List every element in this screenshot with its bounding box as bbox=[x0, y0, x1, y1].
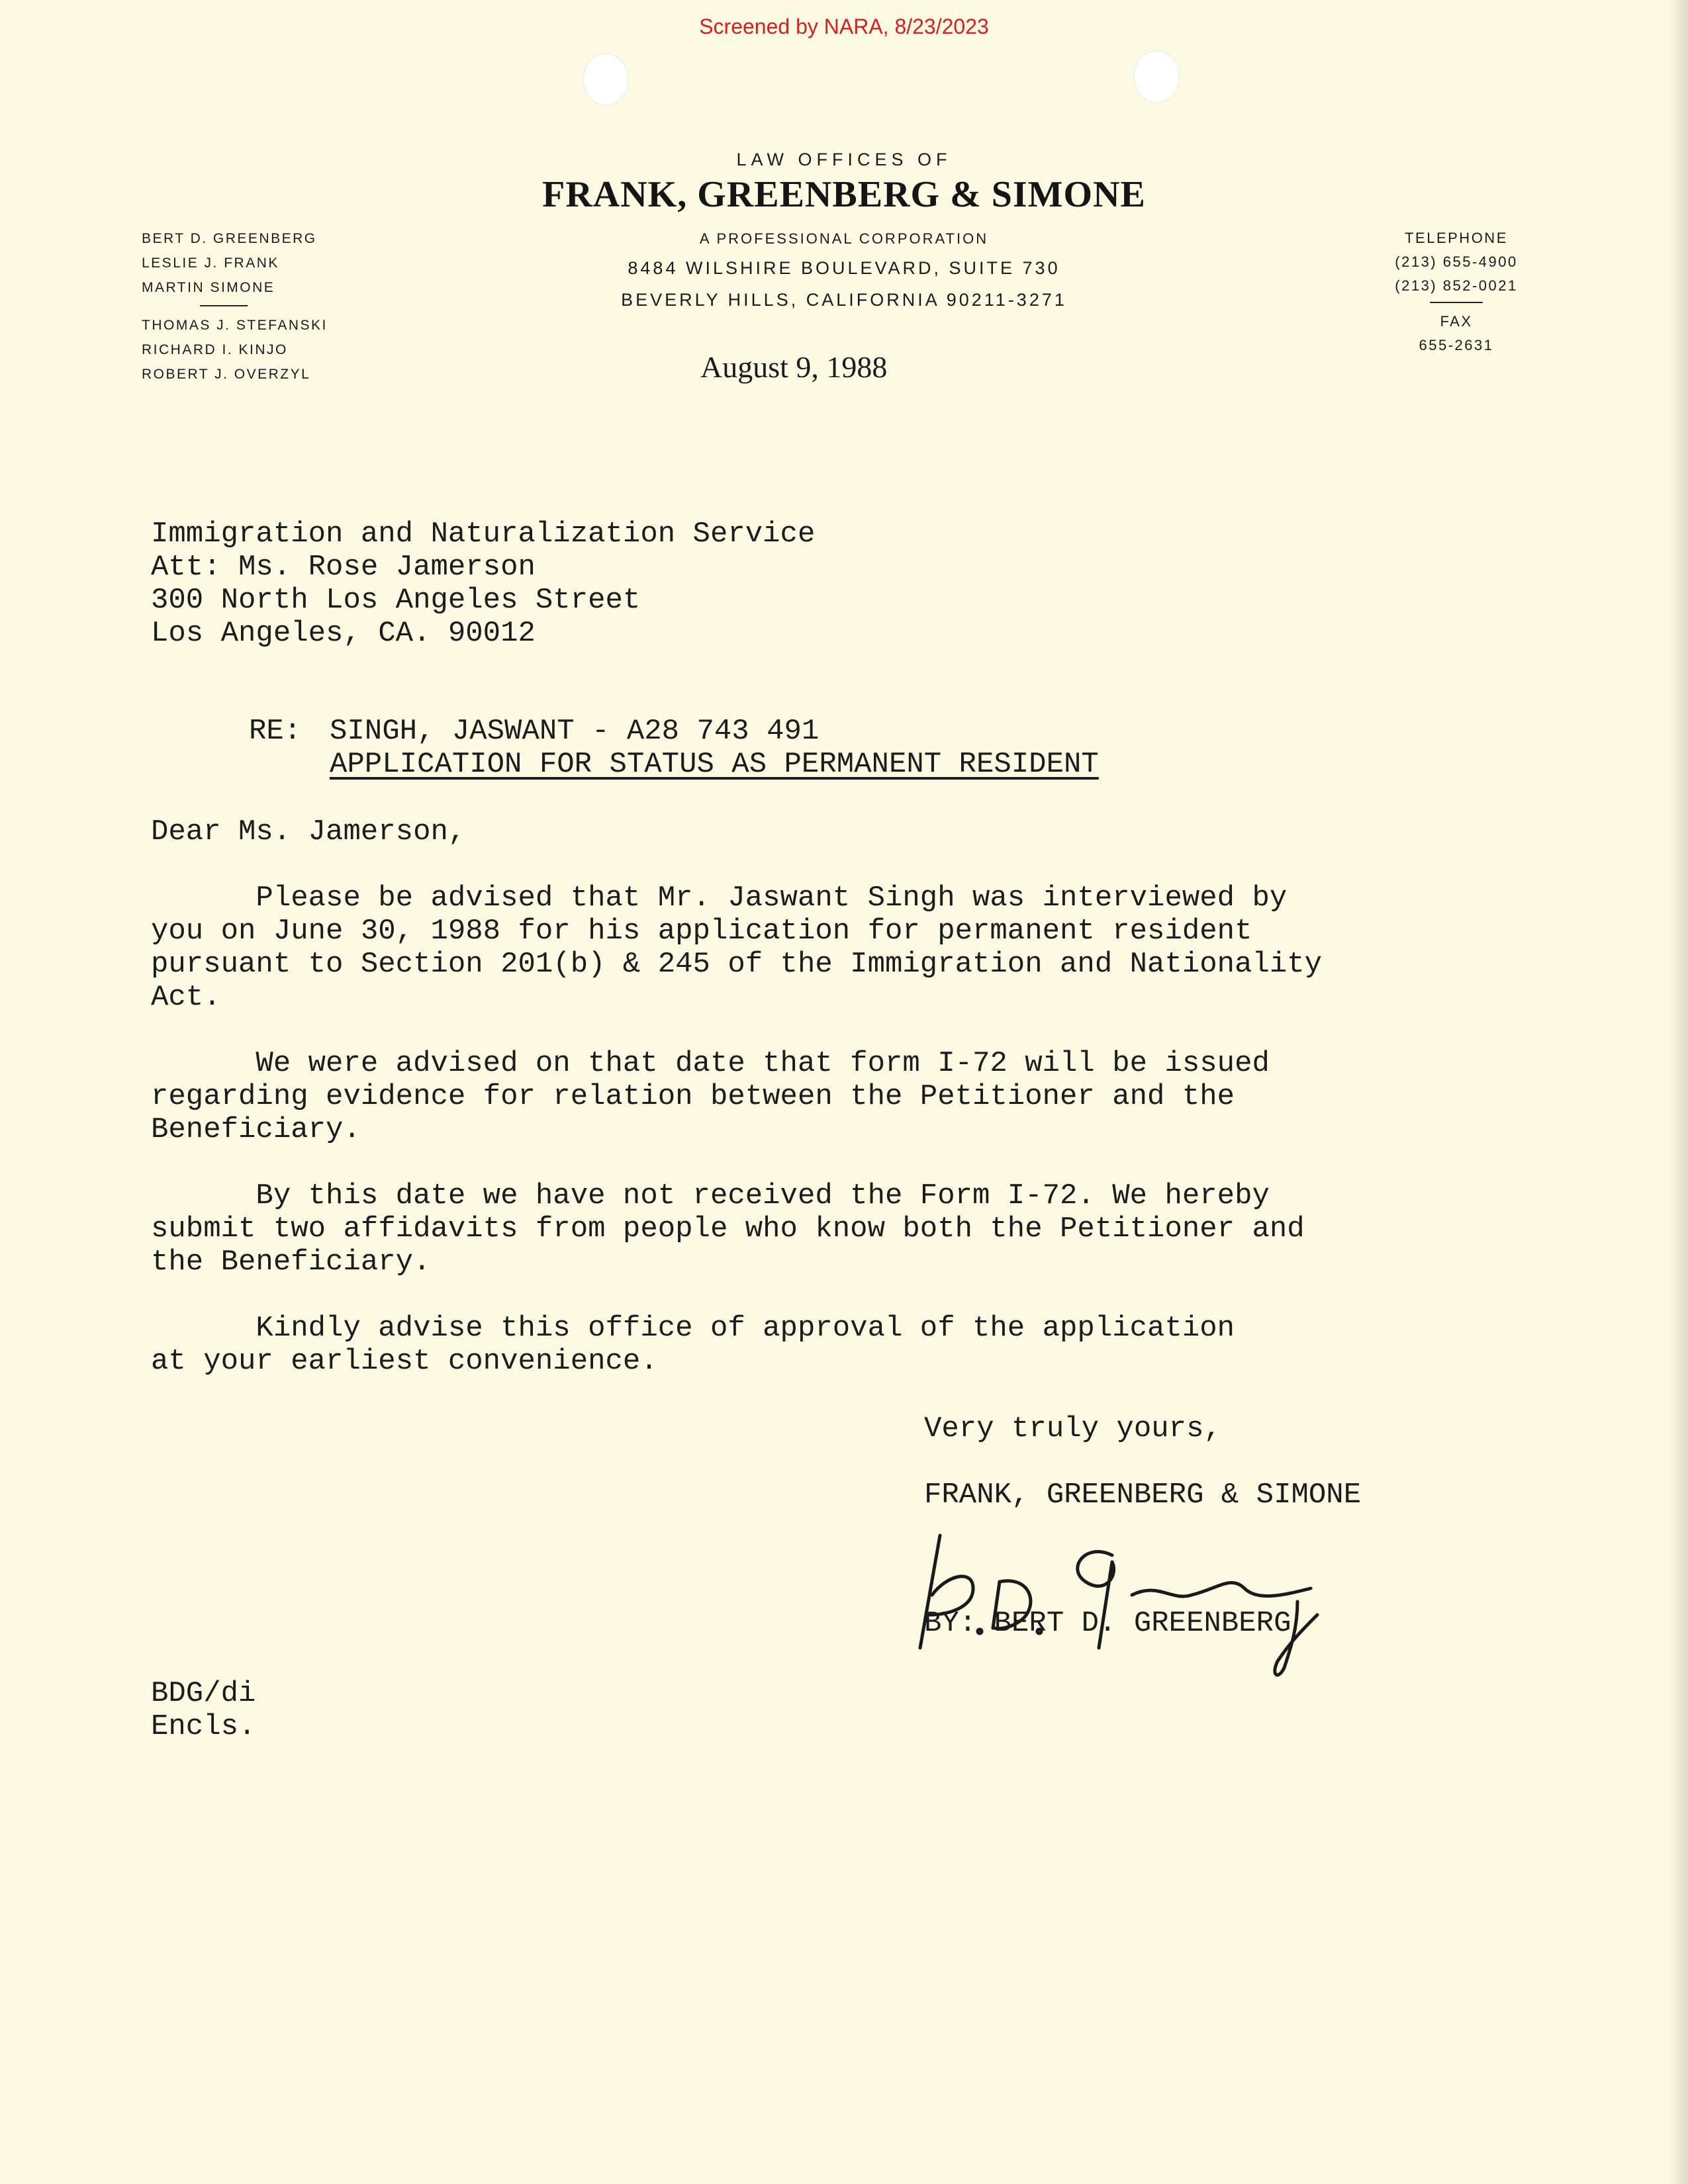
re-label: RE: bbox=[249, 715, 302, 748]
address-line-2: BEVERLY HILLS, CALIFORNIA 90211-3271 bbox=[621, 290, 1067, 310]
contact-block bbox=[1350, 226, 1562, 357]
attorney-name: BERT D. GREENBERG bbox=[142, 231, 317, 246]
attorney-list bbox=[142, 226, 380, 387]
phone-number: (213) 852-0021 bbox=[1395, 277, 1518, 294]
attorney-name: ROBERT J. OVERZYL bbox=[142, 367, 311, 382]
typist-initials: BDG/di bbox=[151, 1677, 256, 1710]
letter-date: August 9, 1988 bbox=[700, 350, 888, 384]
re-subject: SINGH, JASWANT - A28 743 491 bbox=[330, 715, 820, 748]
firm-name: FRANK, GREENBERG & SIMONE bbox=[542, 174, 1146, 215]
telephone-label: TELEPHONE bbox=[1405, 230, 1508, 246]
enclosures-note: Encls. bbox=[151, 1710, 256, 1743]
closing: Very truly yours, bbox=[924, 1412, 1221, 1445]
fax-number: 655-2631 bbox=[1419, 337, 1494, 353]
attorney-name: THOMAS J. STEFANSKI bbox=[142, 318, 328, 333]
address-line-1: 8484 WILSHIRE BOULEVARD, SUITE 730 bbox=[628, 258, 1060, 278]
re-application-title: APPLICATION FOR STATUS AS PERMANENT RESIDENT bbox=[330, 748, 1099, 781]
attorney-name: MARTIN SIMONE bbox=[142, 280, 275, 295]
signature-line: BY: BERT D. GREENBERG bbox=[924, 1607, 1291, 1640]
professional-corporation: A PROFESSIONAL CORPORATION bbox=[699, 230, 989, 247]
punch-hole-left bbox=[583, 53, 629, 106]
divider bbox=[200, 305, 248, 306]
attorney-name: RICHARD I. KINJO bbox=[142, 342, 288, 357]
handwritten-signature bbox=[874, 1516, 1403, 1694]
fax-label: FAX bbox=[1440, 313, 1473, 330]
recipient-line: Immigration and Naturalization Service bbox=[151, 518, 816, 551]
law-offices-caption: LAW OFFICES OF bbox=[736, 150, 952, 169]
phone-number: (213) 655-4900 bbox=[1395, 253, 1518, 270]
closing-firm: FRANK, GREENBERG & SIMONE bbox=[924, 1479, 1362, 1512]
body-paragraph: Please be advised that Mr. Jaswant Singh was interviewed by you on June 30, 1988 for his application for permanent resident pursuant to Section 201(b) & 245 of the Immigration and Nationality Act. bbox=[151, 882, 1323, 1014]
recipient-line: Att: Ms. Rose Jamerson bbox=[151, 551, 536, 584]
body-paragraph: We were advised on that date that form I-72 will be issued regarding evidence for relation between the Petitioner and the Beneficiary. bbox=[151, 1047, 1270, 1146]
recipient-line: Los Angeles, CA. 90012 bbox=[151, 617, 536, 650]
punch-hole-right bbox=[1133, 50, 1180, 103]
nara-screening-stamp: Screened by NARA, 8/23/2023 bbox=[699, 15, 989, 38]
salutation: Dear Ms. Jamerson, bbox=[151, 815, 466, 848]
body-paragraph: By this date we have not received the Form I-72. We hereby submit two affidavits from people who know both the Petitioner and the Beneficiary. bbox=[151, 1179, 1305, 1279]
body-paragraph: Kindly advise this office of approval of the application at your earliest convenience. bbox=[151, 1312, 1235, 1378]
page-edge-shadow bbox=[1668, 0, 1688, 2184]
recipient-line: 300 North Los Angeles Street bbox=[151, 584, 641, 617]
divider bbox=[1430, 302, 1483, 303]
attorney-name: LESLIE J. FRANK bbox=[142, 255, 279, 271]
